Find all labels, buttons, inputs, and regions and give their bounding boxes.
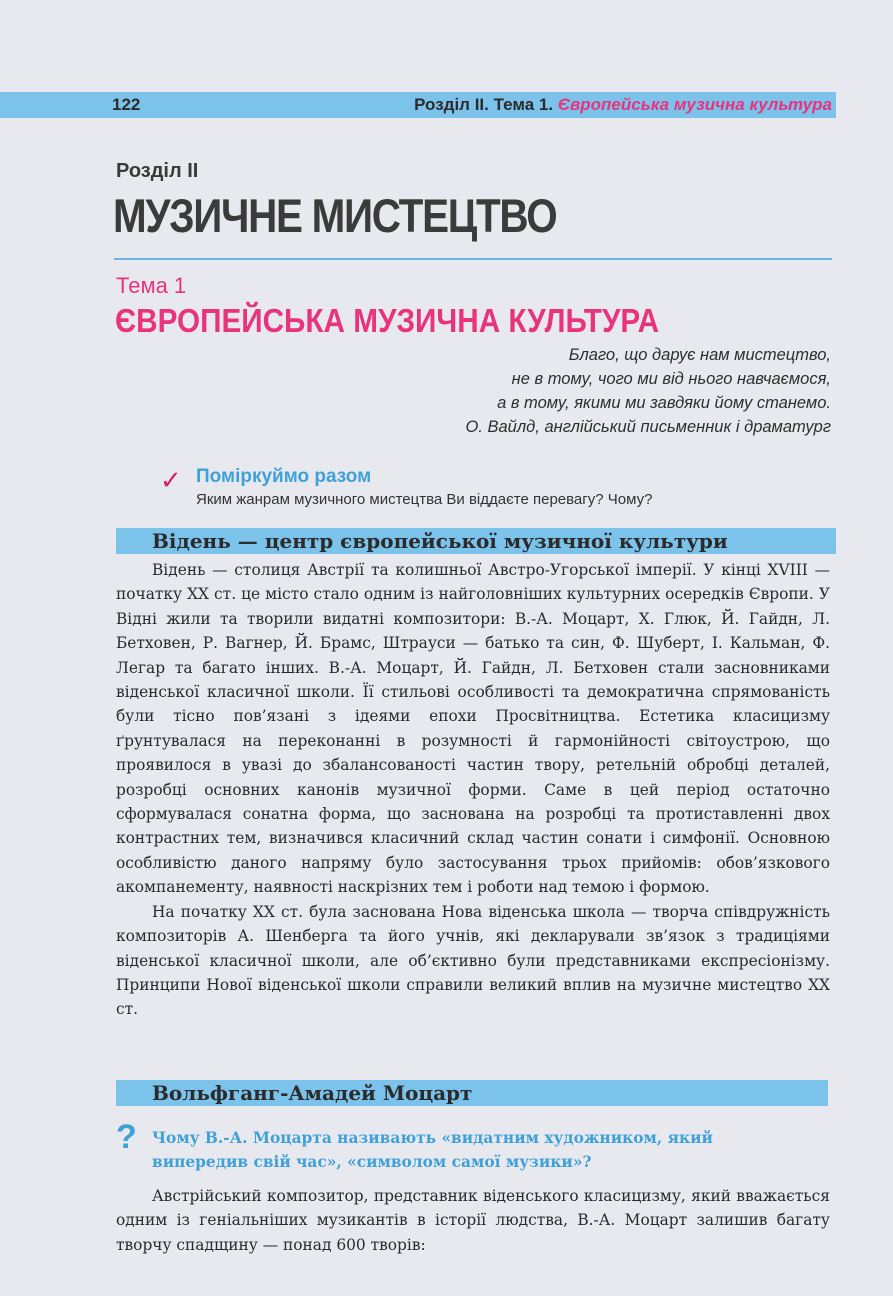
epigraph-line: а в тому, якими ми завдяки йому станемо. [497, 394, 831, 412]
header-topic: Європейська музична культура [557, 95, 832, 114]
question-mark-icon: ? [116, 1118, 137, 1156]
epigraph-line: не в тому, чого ми від нього навчаємося, [511, 370, 831, 388]
epigraph-line: Благо, що дарує нам мистецтво, [568, 346, 831, 364]
paragraph: На початку XX ст. була заснована Нова віденська школа — творча співдружність композиторів А. Шенберга та його учнів, які декларували зв’язок з традиціями віденської класичної школи, але об’єктивно були представниками експресіонізму. Принципи Нової віденської школи справили великий вплив на музичне мистецтво XX ст. [116, 902, 830, 1019]
mozart-question: Чому В.-А. Моцарта називають «видатним художником, який випередив свій час», «символом самої музики»? [152, 1129, 713, 1171]
header-section: Розділ ІІ. Тема 1. [414, 95, 554, 114]
vienna-text [116, 558, 830, 1022]
title-divider [114, 258, 832, 260]
header-breadcrumb [414, 95, 832, 115]
mozart-text [116, 1184, 830, 1257]
heading-mozart: Вольфганг-Амадей Моцарт [116, 1080, 828, 1106]
checkmark-icon: ✓ [160, 466, 182, 496]
epigraph-author: О. Вайлд, англійський письменник і драматург [465, 418, 831, 436]
think-together-title: Поміркуймо разом [196, 466, 372, 487]
topic-title: ЄВРОПЕЙСЬКА МУЗИЧНА КУЛЬТУРА [115, 302, 660, 339]
paragraph: Відень — столиця Австрії та колишньої Австро-Угорської імперії. У кінці XVIII — початку XX ст. це місто стало одним із найголовніших культурних осередків Європи. У Відні жили та творили видатні композитори: В.-А. Моцарт, Х. Глюк, Й. Гайдн, Л. Бетховен, Р. Вагнер, Й. Брамс, Штрауси — батько та син, Ф. Шуберт, І. Кальман, Ф. Легар та багато інших. В.-А. Моцарт, Й. Гайдн, Л. Бетховен стали засновниками віденської класичної школи. Її стильові особливості та демократична спрямованість були тісно пов’язані з ідеями епохи Просвітництва. Естетика класицизму ґрунтувалася на переконанні в розумності й гармонійності світоустрою, що проявилося в увазі до збалансованості частин твору, ретельній обробці деталей, розробці основних канонів музичної форми. Саме в цей період остаточно сформувалася сонатна форма, що заснована на розробці та протиставленні двох контрастних тем, визначився класичний склад частин сонати і симфонії. Основною особливістю даного напряму було застосування трьох прийомів: обов’язкового акомпанементу, наявності наскрізних тем і роботи над темою і формою. [116, 561, 830, 897]
paragraph: Австрійський композитор, представник віденського класицизму, який вважається одним із геніальніших музикантів в історії людства, В.-А. Моцарт залишив багату творчу спадщину — понад 600 творів: [116, 1187, 830, 1254]
heading-vienna: Відень — центр європейської музичної культури [116, 528, 836, 554]
section-title: МУЗИЧНЕ МИСТЕЦТВО [113, 189, 557, 242]
epigraph [465, 343, 831, 439]
topic-label: Тема 1 [116, 273, 187, 298]
running-header [0, 92, 836, 118]
section-label: Розділ ІІ [116, 160, 199, 182]
page-number: 122 [112, 95, 141, 114]
think-together-question: Яким жанрам музичного мистецтва Ви віддаєте перевагу? Чому? [196, 491, 653, 508]
